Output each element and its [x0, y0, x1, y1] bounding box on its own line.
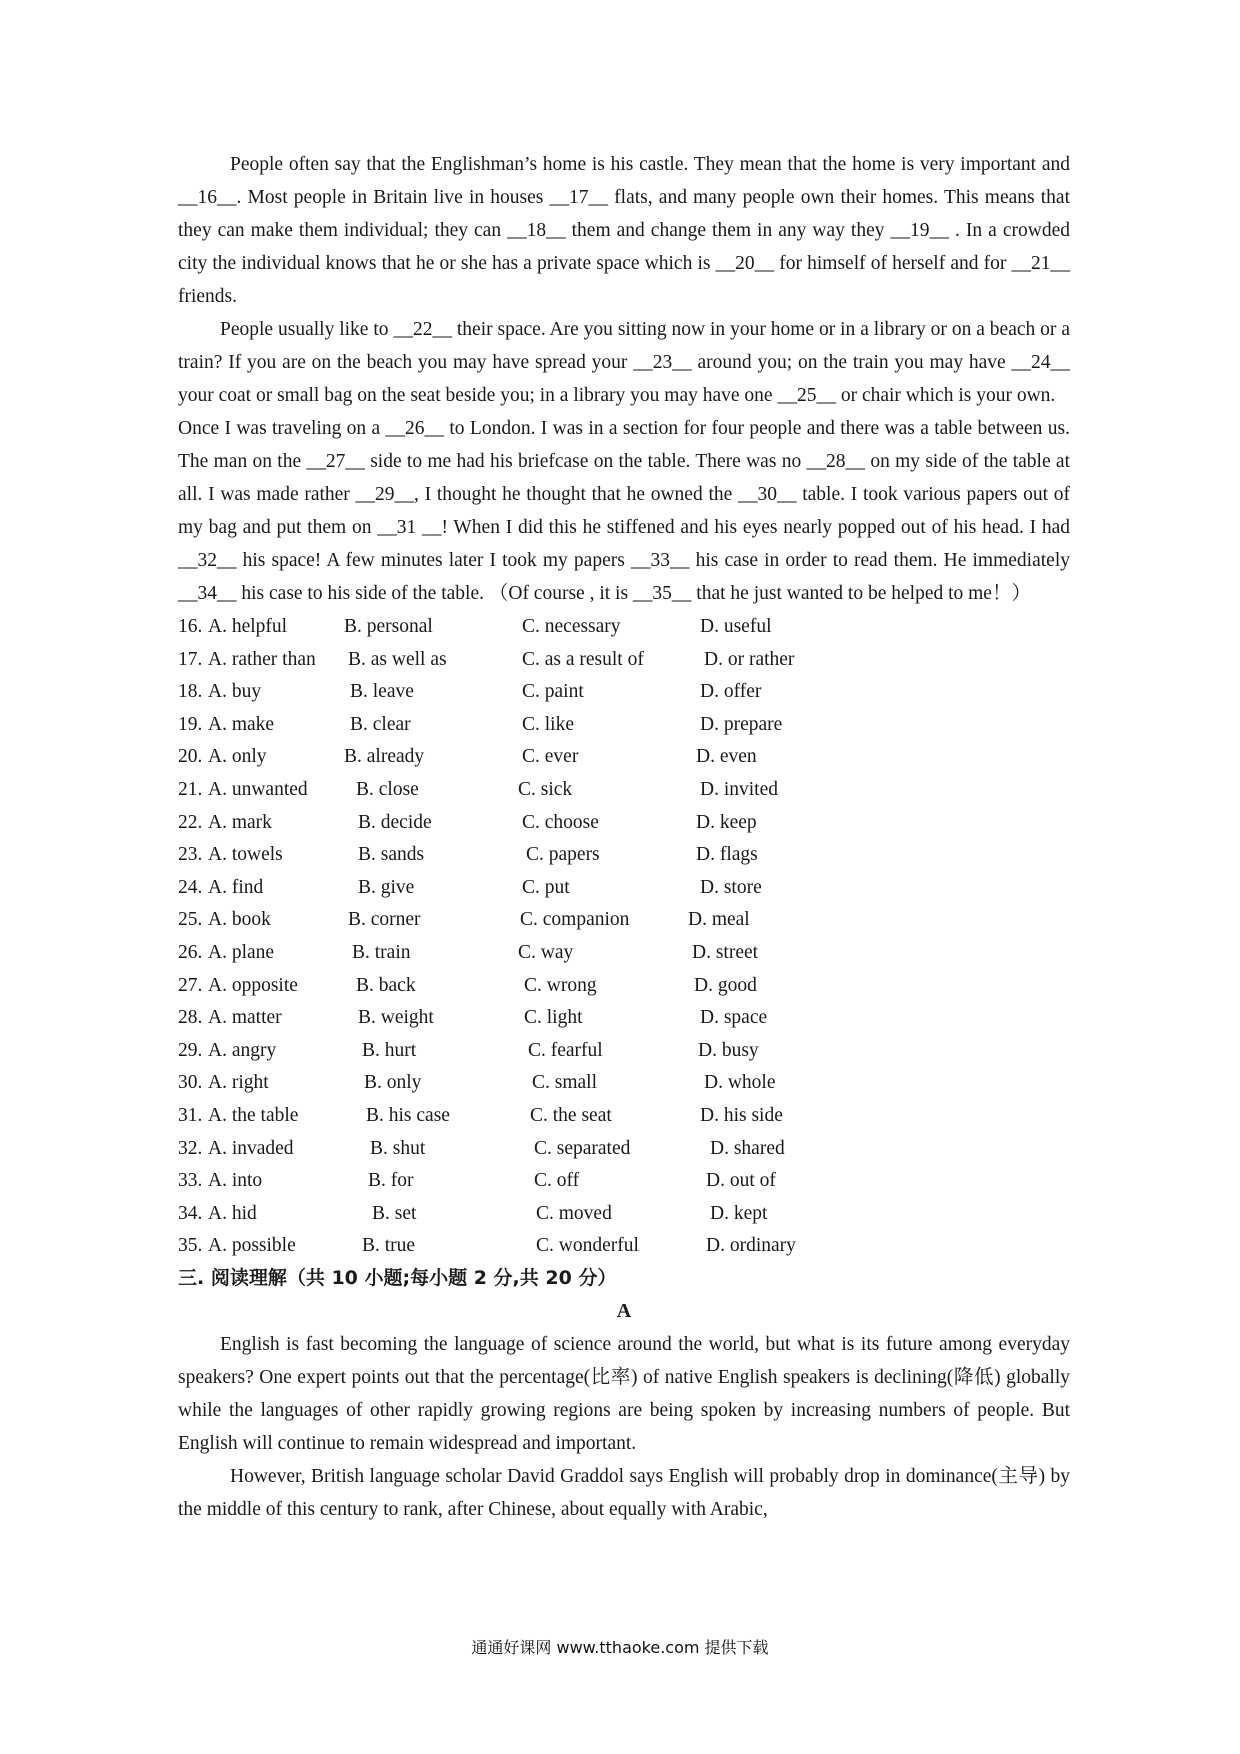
option-b: B. true: [362, 1235, 416, 1257]
cloze-paragraph-3: Once I was traveling on a __26__ to London. I was in a section for four people and there was a table between us. The man on the __27__ side to me had his briefcase on the table. There was no __28__ on my side of the table at all. I was made rather __29__, I thought he thought that he owned the __30__ table. I took various papers out of my bag and put them on __31 __! When I did this he stiffened and his eyes nearly popped out of his head. I had __32__ his space! A few minutes later I took my papers __33__ his case in order to read them. He immediately __34__ his case to his side of the table. （Of course , it is __35__ that he just wanted to be helped to me！）: [178, 418, 1070, 604]
question-row: [178, 1066, 1070, 1099]
option-d: D. useful: [700, 616, 772, 637]
question-row: [178, 903, 1070, 936]
option-b: B. weight: [358, 1007, 434, 1029]
option-a: A. opposite: [208, 974, 298, 996]
option-b: B. as well as: [348, 648, 447, 670]
option-a: A. matter: [208, 1007, 282, 1029]
option-b: B. give: [358, 876, 415, 898]
option-a: A. into: [208, 1170, 263, 1192]
option-b: B. hurt: [362, 1039, 417, 1061]
question-number: 31.: [178, 1104, 203, 1126]
question-number: 20.: [178, 746, 203, 768]
question-number: 17.: [178, 648, 203, 670]
question-row: [178, 1197, 1070, 1230]
question-row: [178, 708, 1070, 741]
cloze-paragraph-1: People often say that the Englishman’s home is his castle. They mean that the home is very important and __16__. Most people in Britain live in houses __17__ flats, and many people own their homes. This means that they can make them individual; they can __18__ them and change them in any way they __19__ . In a crowded city the individual knows that he or she has a private space which is __20__ for himself of herself and for __21__ friends.: [178, 154, 1070, 307]
option-a: A. mark: [208, 811, 272, 833]
option-c: C. sick: [518, 778, 573, 800]
option-d: D. whole: [704, 1072, 776, 1094]
option-c: C. necessary: [522, 616, 621, 637]
question-row: [178, 806, 1070, 839]
option-d: D. keep: [696, 811, 757, 833]
exam-page: [178, 148, 1070, 1526]
question-row: [178, 969, 1070, 1002]
option-c: C. ever: [522, 746, 579, 768]
option-c: C. fearful: [528, 1039, 603, 1061]
question-number: 24.: [178, 876, 203, 898]
option-a: A. only: [208, 746, 267, 768]
cloze-question-list: [178, 610, 1070, 1262]
question-number: 33.: [178, 1170, 203, 1192]
question-row: [178, 610, 1070, 643]
question-row: [178, 1229, 1070, 1262]
question-number: 27.: [178, 974, 203, 996]
option-b: B. train: [352, 941, 411, 963]
reading-paragraph-2: However, British language scholar David Graddol says English will probably drop in dominance(主导) by the middle of this century to rank, after Chinese, about equally with Arabic,: [178, 1465, 1070, 1520]
option-c: C. separated: [534, 1137, 631, 1159]
option-d: D. prepare: [700, 713, 783, 735]
option-d: D. good: [694, 974, 757, 996]
question-row: [178, 1099, 1070, 1132]
option-c: C. papers: [526, 844, 600, 866]
option-c: C. small: [532, 1072, 598, 1094]
option-c: C. paint: [522, 681, 584, 703]
option-d: D. out of: [706, 1170, 776, 1192]
option-c: C. off: [534, 1170, 580, 1192]
option-c: C. moved: [536, 1202, 612, 1224]
question-number: 19.: [178, 713, 203, 735]
option-c: C. way: [518, 941, 574, 963]
question-row: [178, 936, 1070, 969]
option-b: B. close: [356, 778, 419, 800]
question-number: 28.: [178, 1007, 203, 1029]
question-row: [178, 1164, 1070, 1197]
option-d: D. meal: [688, 909, 750, 931]
option-d: D. shared: [710, 1137, 785, 1159]
question-number: 30.: [178, 1072, 203, 1094]
option-b: B. for: [368, 1170, 414, 1192]
question-number: 25.: [178, 909, 203, 931]
option-d: D. or rather: [704, 648, 795, 670]
question-row: [178, 740, 1070, 773]
option-a: A. plane: [208, 941, 275, 963]
option-b: B. back: [356, 974, 416, 996]
question-number: 34.: [178, 1202, 203, 1224]
option-b: B. leave: [350, 681, 414, 703]
option-c: C. companion: [520, 909, 630, 931]
option-b: B. personal: [344, 616, 433, 637]
option-c: C. the seat: [530, 1104, 612, 1126]
option-b: B. shut: [370, 1137, 426, 1159]
cloze-paragraph-2: People usually like to __22__ their space. Are you sitting now in your home or in a library or on a beach or a train? If you are on the beach you may have spread your __23__ around you; on the train you may have __24__ your coat or small bag on the seat beside you; in a library you may have one __25__ or chair which is your own.: [178, 319, 1070, 406]
question-number: 23.: [178, 844, 203, 866]
question-row: [178, 1034, 1070, 1067]
question-number: 26.: [178, 941, 203, 963]
option-c: C. as a result of: [522, 648, 644, 670]
footer-source: 通通好课网 www.tthaoke.com 提供下载: [471, 1638, 769, 1657]
option-c: C. light: [524, 1007, 583, 1029]
option-b: B. already: [344, 746, 425, 768]
option-a: A. angry: [208, 1039, 277, 1061]
option-b: B. set: [372, 1202, 417, 1224]
option-a: A. helpful: [208, 616, 288, 637]
option-a: A. towels: [208, 844, 283, 866]
option-b: B. clear: [350, 713, 411, 735]
option-d: D. offer: [700, 681, 762, 703]
option-d: D. his side: [700, 1104, 783, 1126]
option-c: C. put: [522, 876, 570, 898]
option-b: B. only: [364, 1072, 422, 1094]
option-d: D. street: [692, 941, 759, 963]
option-c: C. wrong: [524, 974, 597, 996]
option-a: A. unwanted: [208, 778, 308, 800]
option-c: C. wonderful: [536, 1235, 639, 1257]
reading-section-title: 三. 阅读理解（共 10 小题;每小题 2 分,共 20 分）: [178, 1266, 617, 1289]
question-row: [178, 1132, 1070, 1165]
option-d: D. busy: [698, 1039, 759, 1061]
option-d: D. ordinary: [706, 1235, 796, 1257]
question-number: 35.: [178, 1235, 203, 1257]
question-number: 21.: [178, 778, 203, 800]
option-a: A. the table: [208, 1104, 299, 1126]
option-d: D. even: [696, 746, 757, 768]
question-number: 16.: [178, 616, 203, 637]
question-row: [178, 643, 1070, 676]
question-number: 29.: [178, 1039, 203, 1061]
option-a: A. find: [208, 876, 264, 898]
option-d: D. store: [700, 876, 762, 898]
question-row: [178, 871, 1070, 904]
question-row: [178, 1001, 1070, 1034]
question-row: [178, 675, 1070, 708]
option-d: D. flags: [696, 844, 758, 866]
passage-label: A: [616, 1299, 632, 1322]
option-a: A. book: [208, 909, 271, 931]
option-a: A. invaded: [208, 1137, 294, 1159]
option-a: A. possible: [208, 1235, 296, 1257]
option-a: A. right: [208, 1072, 269, 1094]
option-c: C. choose: [522, 811, 599, 833]
option-d: D. kept: [710, 1202, 768, 1224]
option-a: A. buy: [208, 681, 262, 703]
question-number: 22.: [178, 811, 203, 833]
option-d: D. invited: [700, 778, 778, 800]
question-number: 18.: [178, 681, 203, 703]
option-a: A. make: [208, 713, 275, 735]
option-c: C. like: [522, 713, 574, 735]
option-d: D. space: [700, 1007, 768, 1029]
option-b: B. decide: [358, 811, 432, 833]
reading-paragraph-1: English is fast becoming the language of science around the world, but what is its future among everyday speakers? One expert points out that the percentage(比率) of native English speakers is declining(降低) globally while the languages of other rapidly growing regions are being spoken by increasing numbers of people. But English will continue to remain widespread and important.: [178, 1333, 1070, 1454]
option-a: A. rather than: [208, 648, 316, 670]
question-number: 32.: [178, 1137, 203, 1159]
option-b: B. sands: [358, 844, 425, 866]
option-a: A. hid: [208, 1202, 257, 1224]
option-b: B. his case: [366, 1104, 450, 1126]
option-b: B. corner: [348, 909, 421, 931]
question-row: [178, 773, 1070, 806]
question-row: [178, 838, 1070, 871]
